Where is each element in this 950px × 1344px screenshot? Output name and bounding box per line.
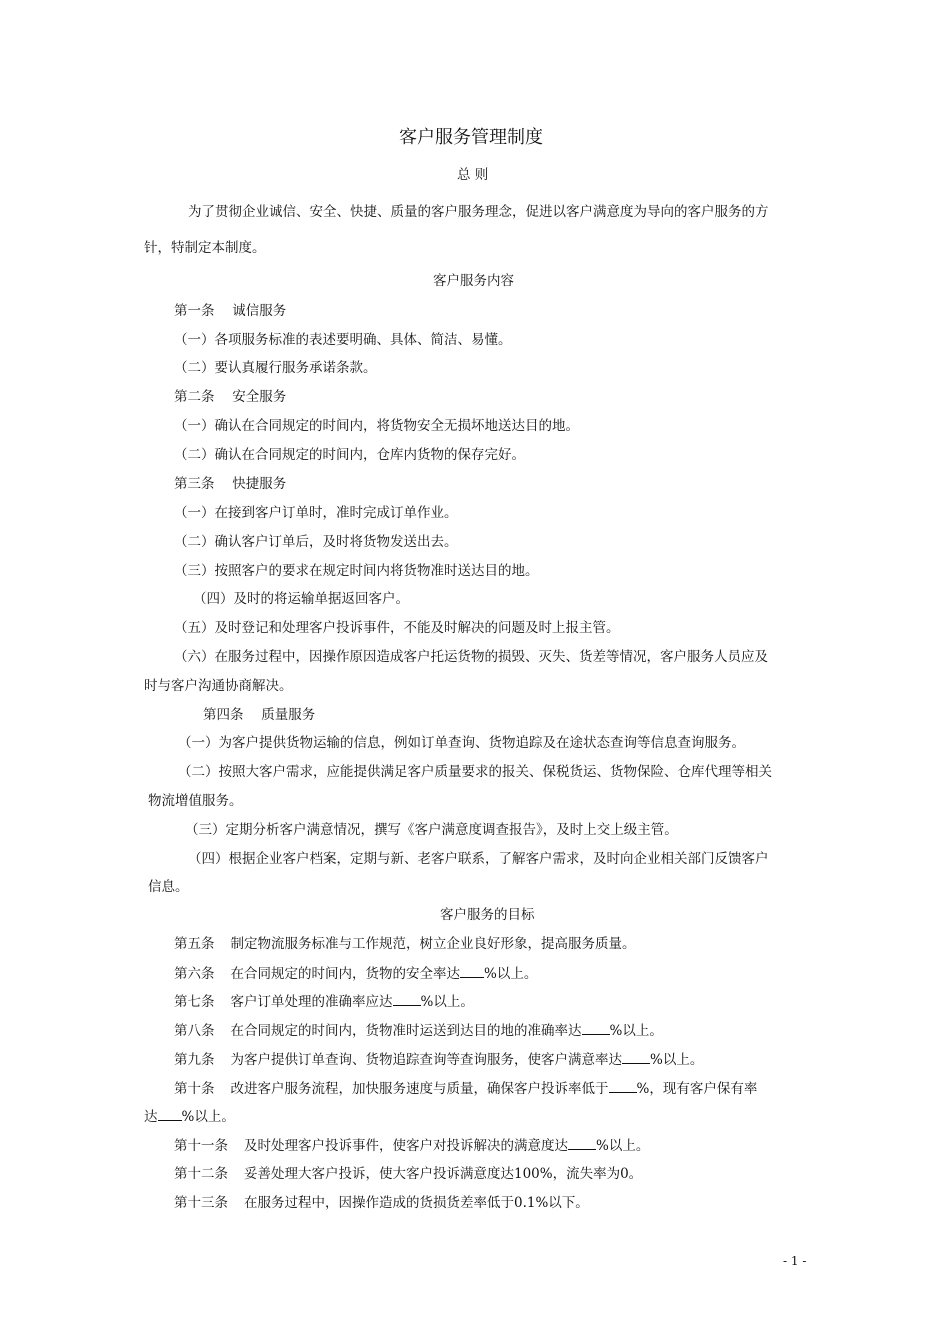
article-10-suffix: %以上。 <box>181 1109 235 1125</box>
article-11-label: 第十一条 <box>174 1138 228 1154</box>
article-9-blank <box>622 1050 650 1064</box>
section-heading-goals: 客户服务的目标 <box>440 907 535 923</box>
article-12 <box>174 1165 642 1183</box>
general-heading: 总 则 <box>457 167 489 183</box>
article-1-heading: 第一条 诚信服务 <box>174 303 287 319</box>
article-10-text: 改进客户服务流程，加快服务速度与质量，确保客户投诉率低于 <box>230 1081 609 1097</box>
intro-line-2: 针，特制定本制度。 <box>144 240 266 256</box>
page-title: 客户服务管理制度 <box>399 127 543 148</box>
article-6 <box>174 964 537 983</box>
article-11-blank <box>568 1136 596 1150</box>
article-10-line-2-prefix: 达 <box>144 1109 158 1125</box>
article-4-item-4-line-1: （四）根据企业客户档案，定期与新、老客户联系，了解客户需求，及时向企业相关部门反馈客户 <box>188 851 769 867</box>
article-6-text: 在合同规定的时间内，货物的安全率达 <box>230 966 460 982</box>
article-8 <box>174 1021 663 1040</box>
article-13-label: 第十三条 <box>174 1195 228 1211</box>
article-2-heading: 第二条 安全服务 <box>174 389 287 405</box>
article-11-suffix: %以上。 <box>596 1138 650 1154</box>
article-5 <box>174 935 636 953</box>
article-1-item-2: （二）要认真履行服务承诺条款。 <box>174 360 377 376</box>
article-2-item-1: （一）确认在合同规定的时间内，将货物安全无损坏地送达目的地。 <box>174 418 579 434</box>
article-7-text: 客户订单处理的准确率应达 <box>230 994 393 1010</box>
article-6-label: 第六条 <box>174 966 215 982</box>
article-10-blank-2 <box>158 1107 182 1121</box>
article-3-item-6-line-1: （六）在服务过程中，因操作原因造成客户托运货物的损毁、灭失、货差等情况，客户服务人员应及 <box>174 649 768 665</box>
article-8-text: 在合同规定的时间内，货物准时运送到达目的地的准确率达 <box>230 1023 582 1039</box>
article-8-blank <box>582 1021 610 1035</box>
article-4-item-4-line-2: 信息。 <box>148 879 189 895</box>
section-heading-content: 客户服务内容 <box>433 273 514 289</box>
article-1-item-1: （一）各项服务标准的表述要明确、具体、简洁、易懂。 <box>174 332 512 348</box>
article-3-heading: 第三条 快捷服务 <box>174 476 287 492</box>
article-7-blank <box>393 992 421 1006</box>
article-5-text: 制定物流服务标准与工作规范，树立企业良好形象，提高服务质量。 <box>230 936 636 952</box>
article-8-suffix: %以上。 <box>609 1023 663 1039</box>
article-3-item-6-line-2: 时与客户沟通协商解决。 <box>144 678 293 694</box>
article-4-item-1: （一）为客户提供货物运输的信息，例如订单查询、货物追踪及在途状态查询等信息查询服务。 <box>178 735 745 751</box>
article-9 <box>174 1050 703 1069</box>
page-number: - 1 - <box>783 1254 807 1268</box>
article-4-item-2-line-2: 物流增值服务。 <box>148 793 243 809</box>
article-9-text: 为客户提供订单查询、货物追踪查询等查询服务，使客户满意率达 <box>230 1052 622 1068</box>
article-10-mid: %，现有客户保有率 <box>636 1081 758 1097</box>
article-13-text: 在服务过程中，因操作造成的货损货差率低于0.1%以下。 <box>244 1195 589 1211</box>
article-3-item-3: （三）按照客户的要求在规定时间内将货物准时送达目的地。 <box>174 563 539 579</box>
intro-line-1: 为了贯彻企业诚信、安全、快捷、质量的客户服务理念，促进以客户满意度为导向的客户服务的方 <box>188 204 769 220</box>
article-12-label: 第十二条 <box>174 1166 228 1182</box>
article-10-line-1 <box>174 1079 757 1098</box>
article-3-item-2: （二）确认客户订单后，及时将货物发送出去。 <box>174 534 458 550</box>
article-4-item-2-line-1: （二）按照大客户需求，应能提供满足客户质量要求的报关、保税货运、货物保险、仓库代理等相关 <box>178 764 772 780</box>
article-7 <box>174 992 474 1011</box>
article-2-item-2: （二）确认在合同规定的时间内，仓库内货物的保存完好。 <box>174 447 525 463</box>
article-8-label: 第八条 <box>174 1023 215 1039</box>
article-10-line-2 <box>144 1107 235 1126</box>
article-6-blank <box>460 964 484 978</box>
article-3-item-4: （四）及时的将运输单据返回客户。 <box>193 591 409 607</box>
article-6-suffix: %以上。 <box>484 966 538 982</box>
article-9-suffix: %以上。 <box>650 1052 704 1068</box>
article-4-item-3: （三）定期分析客户满意情况，撰写《客户满意度调查报告》，及时上交上级主管。 <box>185 822 678 838</box>
article-7-label: 第七条 <box>174 994 215 1010</box>
article-13 <box>174 1194 589 1212</box>
article-3-item-5: （五）及时登记和处理客户投诉事件，不能及时解决的问题及时上报主管。 <box>174 620 620 636</box>
article-7-suffix: %以上。 <box>420 994 474 1010</box>
article-10-blank-1 <box>609 1079 637 1093</box>
article-10-label: 第十条 <box>174 1081 215 1097</box>
article-3-item-1: （一）在接到客户订单时，准时完成订单作业。 <box>174 505 458 521</box>
article-12-text: 妥善处理大客户投诉，使大客户投诉满意度达100%，流失率为0。 <box>244 1166 643 1182</box>
article-9-label: 第九条 <box>174 1052 215 1068</box>
article-11-text: 及时处理客户投诉事件，使客户对投诉解决的满意度达 <box>244 1138 568 1154</box>
article-11 <box>174 1136 649 1155</box>
article-4-heading: 第四条 质量服务 <box>203 707 316 723</box>
article-5-label: 第五条 <box>174 936 215 952</box>
